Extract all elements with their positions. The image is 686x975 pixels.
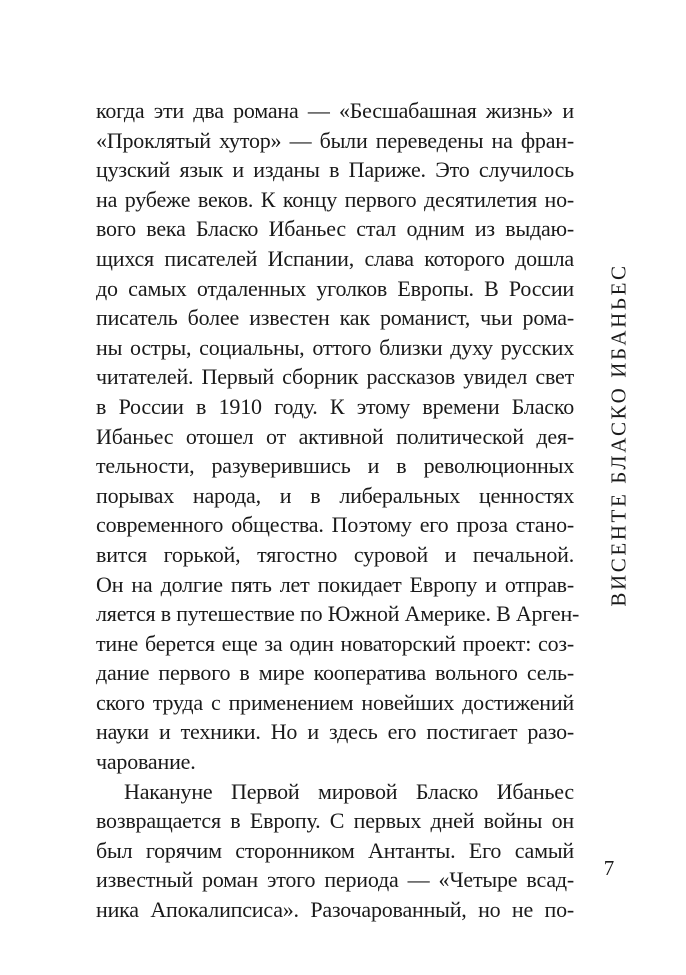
text-line: дание первого в мире кооператива вольного сель- [96, 660, 574, 686]
text-line: до самых отдаленных уголков Европы. В России [96, 275, 574, 301]
page-number: 7 [603, 856, 615, 880]
text-line: ника Апокалипсиса». Разочарованный, но не по- [96, 897, 574, 923]
paragraph-2 [96, 777, 574, 925]
body-text [96, 96, 580, 925]
text-line: ского труда с применением новейших достижений [96, 689, 574, 715]
text-line: известный роман этого периода — «Четыре всад- [96, 867, 574, 893]
paragraph-1 [96, 96, 580, 777]
text-line: порывах народа, и в либеральных ценностях [96, 482, 574, 508]
text-line: Он на долгие пять лет покидает Европу и отправ- [96, 571, 574, 597]
text-line: в России в 1910 году. К этому времени Бласко [96, 393, 574, 419]
text-line: ны остры, социальны, оттого близки духу русских [96, 334, 574, 360]
text-line: писатель более известен как романист, чьи рома- [96, 305, 574, 331]
text-line: Накануне Первой мировой Бласко Ибаньес [124, 778, 574, 804]
text-line: Ибаньес отошел от активной политической дея- [96, 423, 574, 449]
text-line: чарование. [96, 749, 196, 775]
text-line: ляется в путешествие по Южной Америке. В Арген- [96, 601, 580, 627]
text-line: был горячим сторонником Антанты. Его самый [96, 837, 574, 863]
text-line: щихся писателей Испании, слава которого дошла [96, 245, 574, 271]
text-line: современного общества. Поэтому его проза стано- [96, 512, 574, 538]
text-line: читателей. Первый сборник рассказов увидел свет [96, 364, 574, 390]
text-line: на рубеже веков. К концу первого десятилетия но- [96, 186, 574, 212]
text-line: вого века Бласко Ибаньес стал одним из выдаю- [96, 216, 574, 242]
text-line: «Проклятый хутор» — были переведены на фран- [96, 127, 574, 153]
text-line: цузский язык и изданы в Париже. Это случилось [96, 157, 574, 183]
text-line: науки и техники. Но и здесь его постигает разо- [96, 719, 574, 745]
text-line: тельности, разуверившись и в революционных [96, 453, 574, 479]
running-head: ВИСЕНТЕ БЛАСКО ИБАНЬЕС [606, 263, 631, 607]
text-line: возвращается в Европу. С первых дней войны он [96, 808, 574, 834]
text-line: когда эти два романа — «Бесшабашная жизнь» и [96, 98, 574, 123]
text-line: тине берется еще за один новаторский проект: соз- [96, 630, 574, 656]
text-line: вится горькой, тягостно суровой и печальной. [96, 541, 574, 567]
